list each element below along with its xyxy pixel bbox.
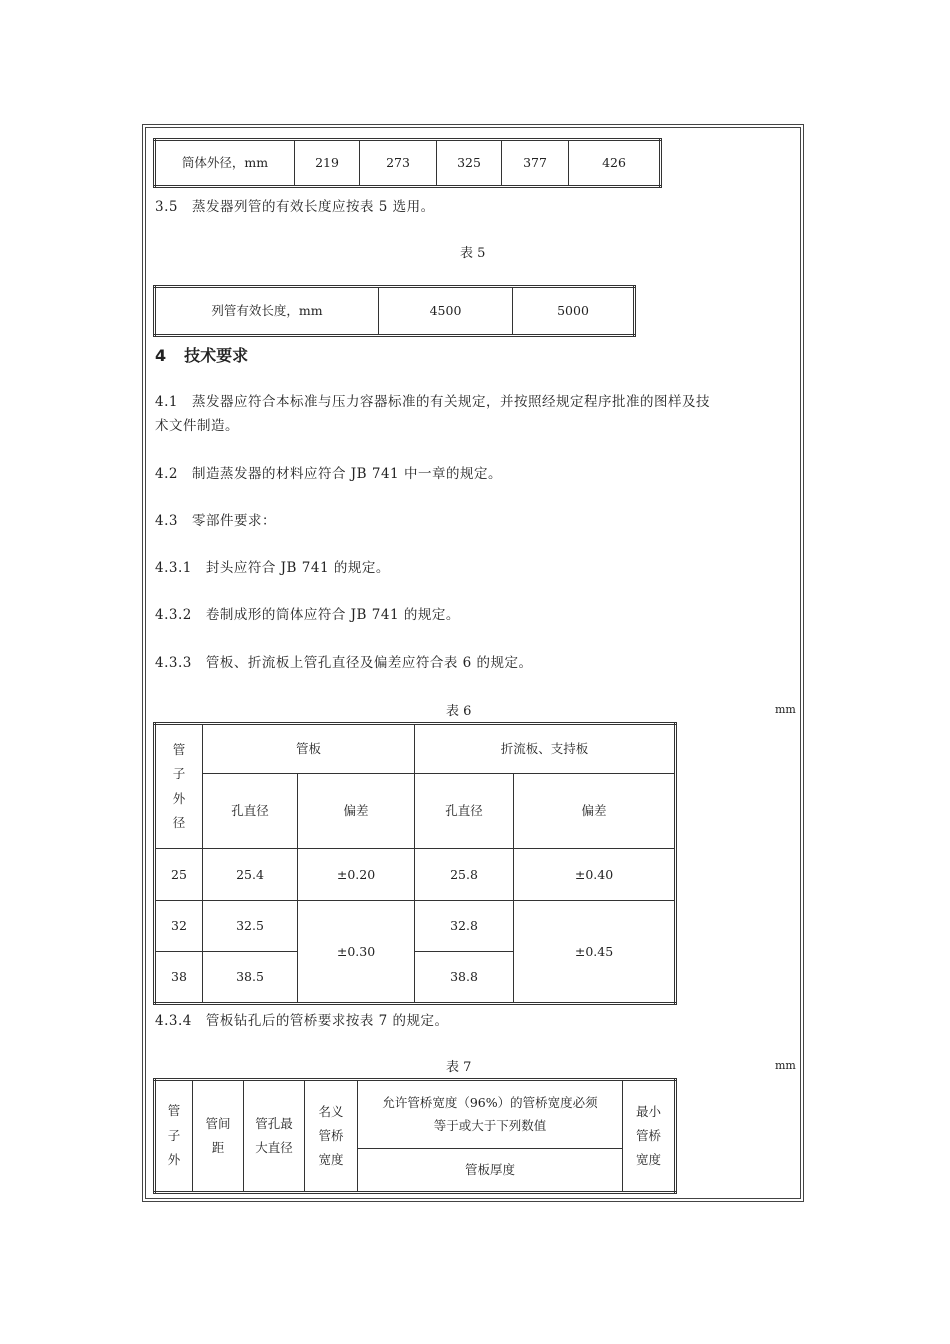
- table4-cell: 377: [502, 140, 569, 187]
- table7-min-line: 宽度: [635, 1151, 661, 1167]
- table6-col-tube-od: [155, 724, 203, 849]
- paragraph-4-3-1: 4.3.1 封头应符合 JB 741 的规定。: [155, 560, 390, 576]
- table-7: [153, 1078, 677, 1194]
- table7-nominal-line: 宽度: [318, 1151, 344, 1167]
- table6-sub-dev: 偏差: [514, 774, 676, 849]
- table7-pitch-line: 距: [211, 1140, 225, 1155]
- table7-od-char: 外: [167, 1152, 181, 1168]
- table6-sub-hole: 孔直径: [415, 774, 514, 849]
- table4-cell: 325: [437, 140, 502, 187]
- table7-pitch-line: 管间: [205, 1116, 231, 1132]
- table7-col-max-hole: [244, 1080, 305, 1193]
- table6-group-baffle: 折流板、支持板: [415, 724, 676, 774]
- table4-header: 筒体外径，mm: [155, 140, 295, 187]
- table4-cell: 219: [295, 140, 360, 187]
- table-6: [153, 722, 677, 1005]
- table7-col-allow: [358, 1080, 623, 1149]
- table7-allow-line: 允许管桥宽度（96%）的管桥宽度必须: [382, 1094, 598, 1110]
- section-title: 技术要求: [184, 346, 249, 365]
- table7-max-hole-line: 大直径: [255, 1140, 293, 1155]
- table6-caption: 表 6: [446, 704, 472, 719]
- table6-cell-od: 25: [155, 849, 203, 901]
- paragraph-4-2: 4.2 制造蒸发器的材料应符合 JB 741 中一章的规定。: [155, 466, 502, 482]
- table7-od-char: 子: [167, 1127, 181, 1143]
- paragraph-3-5: 3.5 蒸发器列管的有效长度应按表 5 选用。: [155, 199, 435, 215]
- table4-cell: 273: [360, 140, 437, 187]
- paragraph-4-1-cont: 术文件制造。: [155, 418, 239, 434]
- table5-caption: 表 5: [460, 246, 486, 261]
- table7-col-pitch: [193, 1080, 244, 1193]
- table6-cell: 32.5: [203, 901, 298, 952]
- table6-od-char: 外: [172, 790, 186, 806]
- table7-od-char: 管: [167, 1103, 181, 1119]
- table6-sub-dev: 偏差: [298, 774, 415, 849]
- table-row: [155, 849, 676, 901]
- table6-sub-hole: 孔直径: [203, 774, 298, 849]
- table6-cell: ±0.40: [514, 849, 676, 901]
- table7-col-min: [623, 1080, 676, 1193]
- paragraph-4-3-2: 4.3.2 卷制成形的筒体应符合 JB 741 的规定。: [155, 607, 460, 623]
- table6-cell-od: 32: [155, 901, 203, 952]
- paragraph-4-1: 4.1 蒸发器应符合本标准与压力容器标准的有关规定，并按照经规定程序批准的图样及技: [155, 394, 710, 410]
- table6-cell: ±0.20: [298, 849, 415, 901]
- table6-cell: 38.8: [415, 952, 514, 1004]
- table6-cell: 25.8: [415, 849, 514, 901]
- table5-cell: 4500: [379, 287, 513, 336]
- table6-cell: 32.8: [415, 901, 514, 952]
- table6-cell-merged: ±0.45: [514, 901, 676, 1004]
- table-4: [153, 138, 662, 188]
- table-row: [155, 901, 676, 952]
- section-4-heading: [155, 343, 248, 366]
- section-number: 4: [155, 346, 167, 365]
- table5-cell: 5000: [513, 287, 635, 336]
- paragraph-4-3-4: 4.3.4 管板钻孔后的管桥要求按表 7 的规定。: [155, 1013, 449, 1029]
- table4-cell: 426: [569, 140, 661, 187]
- table6-od-char: 径: [172, 814, 186, 830]
- table6-od-char: 子: [172, 766, 186, 782]
- table7-allow-line: 等于或大于下列数值: [433, 1118, 547, 1134]
- table6-cell-merged: ±0.30: [298, 901, 415, 1004]
- table7-col-tube-od: [155, 1080, 193, 1193]
- table7-min-line: 管桥: [635, 1128, 661, 1144]
- table7-col-thickness: 管板厚度: [358, 1148, 623, 1192]
- table6-cell: 38.5: [203, 952, 298, 1004]
- table7-max-hole-line: 管孔最: [255, 1116, 293, 1132]
- table6-unit: mm: [775, 703, 796, 716]
- table6-cell: 25.4: [203, 849, 298, 901]
- table6-cell-od: 38: [155, 952, 203, 1004]
- paragraph-4-3-3: 4.3.3 管板、折流板上管孔直径及偏差应符合表 6 的规定。: [155, 655, 533, 671]
- paragraph-4-3: 4.3 零部件要求：: [155, 513, 276, 529]
- table6-od-char: 管: [172, 741, 186, 757]
- table7-caption: 表 7: [446, 1060, 472, 1075]
- table7-nominal-line: 名义: [318, 1104, 344, 1120]
- table7-col-nominal: [305, 1080, 358, 1193]
- table5-header: 列管有效长度，mm: [155, 287, 379, 336]
- table6-group-tubesheet: 管板: [203, 724, 415, 774]
- table7-min-line: 最小: [635, 1104, 661, 1120]
- table7-unit: mm: [775, 1059, 796, 1072]
- table7-nominal-line: 管桥: [318, 1128, 344, 1144]
- table-5: [153, 285, 636, 337]
